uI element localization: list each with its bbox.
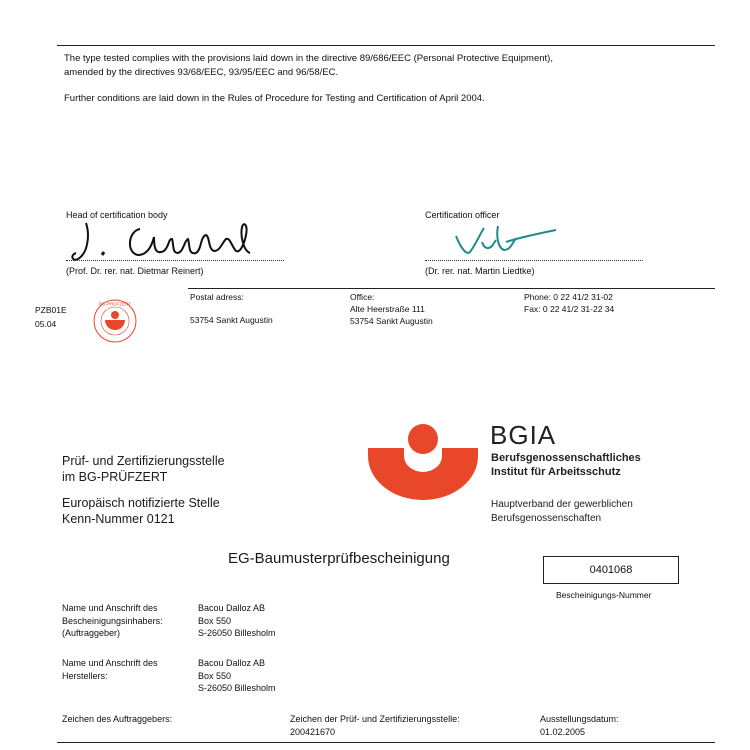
compliance-line-1: The type tested complies with the provisions laid down in the directive 89/686/EEC (Personal Protective Equipment), [64, 53, 553, 64]
form-code [35, 304, 67, 330]
bgia-logo [368, 422, 478, 502]
bg-pruefzert-stamp [92, 298, 138, 344]
certification-reference [290, 713, 460, 738]
bgia-subtitle-1: Berufsgenossenschaftliches [491, 452, 641, 464]
postal-value: 53754 Sankt Augustin [190, 315, 273, 325]
manufacturer-city: S-26050 Billesholm [198, 683, 276, 693]
manufacturer-label-1: Name und Anschrift des [62, 658, 158, 668]
holder-label-3: (Auftraggeber) [62, 628, 121, 638]
compliance-paragraph [64, 52, 553, 80]
stamp-text: BG-PRÜFZERT [99, 301, 131, 307]
holder-label [62, 602, 163, 640]
certificate-title: EG-Baumusterprüfbescheinigung [228, 550, 450, 567]
footer-rule [188, 288, 715, 289]
fax-number: Fax: 0 22 41/2 31-22 34 [524, 304, 615, 314]
manufacturer-address [198, 657, 276, 695]
bgia-subtitle-2: Institut für Arbeitsschutz [491, 466, 621, 478]
left-signature-name: (Prof. Dr. rer. nat. Dietmar Reinert) [66, 266, 204, 276]
right-signature [452, 222, 562, 262]
holder-name: Bacou Dalloz AB [198, 603, 266, 613]
left-signature-title: Head of certification body [66, 210, 168, 220]
bgia-association-1: Hauptverband der gewerblichen [491, 499, 633, 510]
testing-body-line-2: im BG-PRÜFZERT [62, 470, 168, 484]
postal-label: Postal adress: [190, 292, 244, 302]
issue-date-label: Ausstellungsdatum: [540, 714, 619, 724]
right-signature-name: (Dr. rer. nat. Martin Liedtke) [425, 266, 535, 276]
issue-date-value: 01.02.2005 [540, 726, 586, 737]
manufacturer-box: Box 550 [198, 670, 232, 681]
certificate-number-box [543, 556, 679, 584]
office-label: Office: [350, 292, 375, 302]
left-signature [68, 215, 268, 265]
issue-date [540, 713, 619, 738]
bgia-title: BGIA [490, 420, 557, 450]
top-border [57, 45, 715, 46]
client-reference-label: Zeichen des Auftraggebers: [62, 714, 173, 724]
notified-body-line-2: Kenn-Nummer 0121 [62, 512, 175, 526]
form-code-id: PZB01E [35, 305, 67, 315]
left-signature-line [66, 260, 284, 261]
certificate-number-label: Bescheinigungs-Nummer [556, 590, 652, 600]
holder-label-1: Name und Anschrift des [62, 603, 158, 613]
holder-label-2: Bescheinigungsinhabers: [62, 615, 163, 626]
holder-box: Box 550 [198, 615, 232, 626]
right-signature-line [425, 260, 643, 261]
certification-reference-value: 200421670 [290, 726, 336, 737]
bgia-association-2: Berufsgenossenschaften [491, 513, 602, 524]
office-address [350, 291, 433, 327]
conditions-paragraph: Further conditions are laid down in the Rules of Procedure for Testing and Certification of April 2004. [64, 93, 485, 104]
testing-body-line-1: Prüf- und Zertifizierungsstelle [62, 454, 225, 468]
bottom-border [57, 742, 715, 743]
postal-address [190, 291, 273, 326]
manufacturer-label [62, 657, 158, 682]
testing-body-block [62, 453, 225, 527]
certification-reference-label: Zeichen der Prüf- und Zertifizierungsstelle: [290, 714, 460, 724]
compliance-line-2: amended by the directives 93/68/EEC, 93/95/EEC and 96/58/EC. [64, 67, 339, 78]
phone-number: Phone: 0 22 41/2 31-02 [524, 292, 613, 302]
certificate-number: 0401068 [589, 564, 633, 576]
bgia-institute [491, 451, 641, 479]
notified-body-line-1: Europäisch notifizierte Stelle [62, 496, 220, 510]
manufacturer-label-2: Herstellers: [62, 670, 108, 681]
bgia-association [491, 498, 633, 526]
holder-city: S-26050 Billesholm [198, 628, 276, 638]
right-signature-title: Certification officer [425, 210, 500, 220]
form-code-date: 05.04 [35, 319, 57, 329]
contact-numbers [524, 291, 614, 315]
office-line-2: 53754 Sankt Augustin [350, 316, 433, 326]
manufacturer-name: Bacou Dalloz AB [198, 658, 266, 668]
holder-address [198, 602, 276, 640]
office-line-1: Alte Heerstraße 111 [350, 304, 425, 314]
